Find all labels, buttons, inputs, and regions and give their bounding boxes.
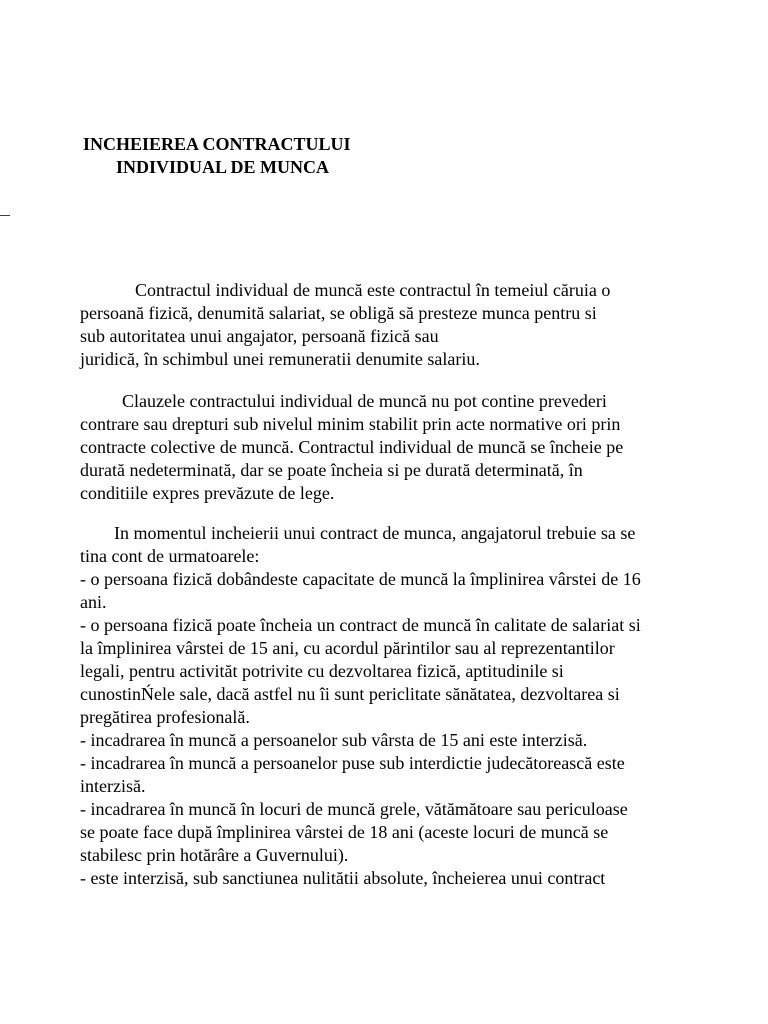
list-item-line: - incadrarea în muncă în locuri de muncă grele, vătămătoare sau periculoase xyxy=(80,799,628,819)
paragraph-1-line: sub autoritatea unui angajator, persoană fizică sau xyxy=(80,326,439,346)
list-item-line: cunostinŃele sale, dacă astfel nu îi sunt periclitate sănătatea, dezvoltarea si xyxy=(80,684,620,704)
list-item-line: stabilesc prin hotărâre a Guvernului). xyxy=(80,845,349,865)
list-item-line: interzisă. xyxy=(80,776,146,796)
paragraph-1-line: Contractul individual de muncă este contractul în temeiul căruia o xyxy=(135,280,611,300)
list-item-line: pregătirea profesională. xyxy=(80,707,250,727)
paragraph-1-line: juridică, în schimbul unei remuneratii denumite salariu. xyxy=(80,349,480,369)
list-item-line: - incadrarea în muncă a persoanelor sub vârsta de 15 ani este interzisă. xyxy=(80,730,588,750)
list-item-line: se poate face după împlinirea vârstei de 18 ani (aceste locuri de muncă se xyxy=(80,822,609,842)
edge-marker xyxy=(0,215,10,216)
document-title-line-2: INDIVIDUAL DE MUNCA xyxy=(116,157,330,177)
list-item-line: ani. xyxy=(80,592,107,612)
list-item-line: - este interzisă, sub sanctiunea nulitătii absolute, încheierea unui contract xyxy=(80,868,606,888)
document-title-line-1: INCHEIEREA CONTRACTULUI xyxy=(83,134,351,154)
paragraph-2-line: contrare sau drepturi sub nivelul minim stabilit prin acte normative ori prin xyxy=(80,414,621,434)
paragraph-3-line: tina cont de urmatoarele: xyxy=(80,546,260,566)
paragraph-2-line: conditiile expres prevăzute de lege. xyxy=(80,483,335,503)
paragraph-2-line: Clauzele contractului individual de muncă nu pot contine prevederi xyxy=(122,391,607,411)
paragraph-3-line: In momentul incheierii unui contract de munca, angajatorul trebuie sa se xyxy=(114,523,636,543)
list-item-line: - o persoana fizică poate încheia un contract de muncă în calitate de salariat si xyxy=(80,615,641,635)
paragraph-2-line: durată nedeterminată, dar se poate încheia si pe durată determinată, în xyxy=(80,460,583,480)
list-item-line: legali, pentru activităt potrivite cu dezvoltarea fizică, aptitudinile si xyxy=(80,661,564,681)
paragraph-2-line: contracte colective de muncă. Contractul individual de muncă se încheie pe xyxy=(80,437,624,457)
list-item-line: - o persoana fizică dobândeste capacitate de muncă la împlinirea vârstei de 16 xyxy=(80,569,641,589)
list-item-line: - incadrarea în muncă a persoanelor puse sub interdictie judecătorească este xyxy=(80,753,625,773)
paragraph-1-line: persoană fizică, denumită salariat, se obligă să presteze munca pentru si xyxy=(80,303,597,323)
list-item-line: la împlinirea vârstei de 15 ani, cu acordul părintilor sau al reprezentantilor xyxy=(80,638,615,658)
